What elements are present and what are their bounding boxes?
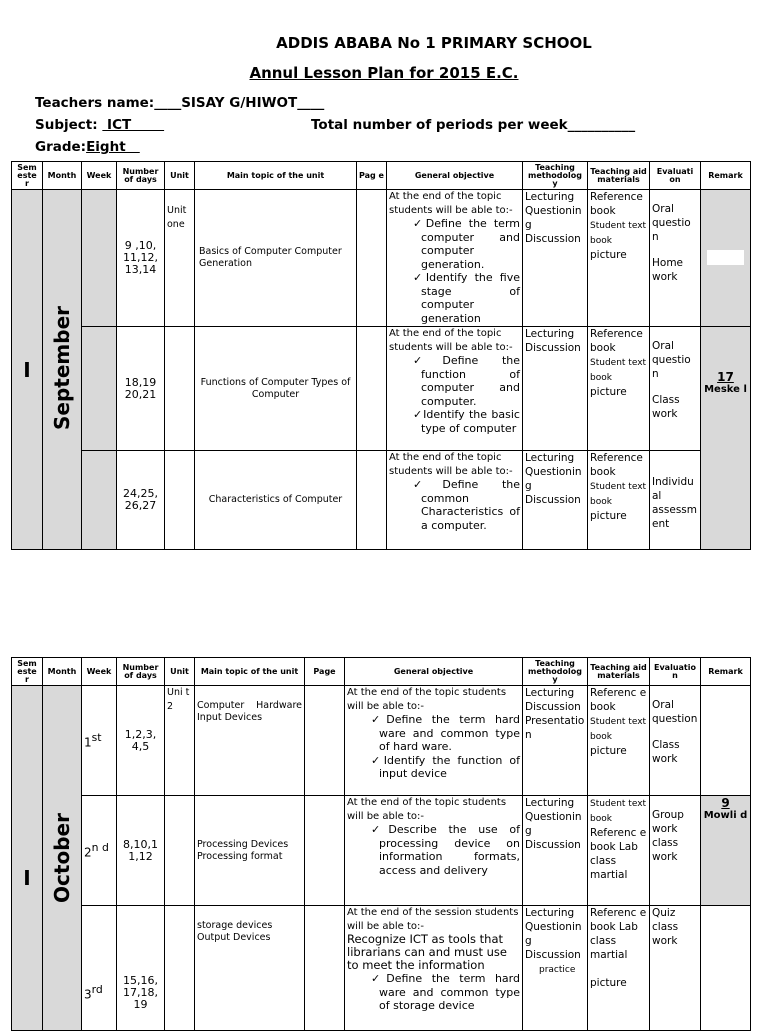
objective-cell: [345, 906, 523, 1031]
objective-intro: At the end of the topic students will be able to:-: [389, 328, 513, 353]
week-suffix: n d: [91, 840, 109, 854]
col-month: Month: [43, 162, 82, 190]
semester-cell: I: [12, 686, 43, 1031]
page-cell: [357, 451, 387, 550]
table-row: [12, 190, 751, 327]
unit-cell: [165, 796, 195, 906]
eval-cell: [650, 686, 701, 796]
unit-cell: [165, 451, 195, 550]
days-cell: 8,10,1 1,12: [117, 796, 165, 906]
objective-item: ✓Describe the use of processing device on information formats, access and delivery: [371, 823, 520, 877]
col-page: Pag e: [357, 162, 387, 190]
aid-text: Reference book: [590, 191, 643, 217]
eval-cell: [650, 327, 701, 451]
method-cell: Lecturing Questionin g Discussion: [523, 190, 588, 327]
week-number: 2: [84, 845, 92, 860]
col-remark: Remark: [701, 162, 751, 190]
week-suffix: st: [91, 730, 102, 744]
col-aid: Teaching aid materials: [588, 658, 650, 686]
objective-intro: At the end of the session students will be able to:-: [347, 907, 519, 932]
table-row: [12, 796, 751, 906]
objective-intro: At the end of the topic students will be able to:-: [389, 191, 513, 216]
grade-label: Grade:: [35, 139, 87, 155]
aid-text: Reference book: [590, 328, 643, 354]
teacher-value: ____SISAY G/HIWOT____: [154, 95, 325, 111]
unit-cell: [165, 906, 195, 1031]
eval-text-2: Home work: [652, 257, 684, 283]
aid-text: Referenc e book: [590, 687, 647, 713]
objective-intro: At the end of the topic students will be able to:-: [347, 687, 507, 712]
aid-small: Student text book: [590, 799, 647, 824]
eval-cell: Quiz class work: [650, 906, 701, 1031]
eval-cell: [650, 190, 701, 327]
col-objective: General objective: [345, 658, 523, 686]
unit-cell: Uni t 2: [165, 686, 195, 796]
table-header-row: [12, 162, 751, 190]
col-semester: Sem este r: [12, 162, 43, 190]
plan-title: Annul Lesson Plan for 2015 E.C.: [249, 64, 519, 82]
col-eval: Evaluatio n: [650, 658, 701, 686]
objective-intro: At the end of the topic students will be able to:-: [347, 797, 507, 822]
objective-item: ✓Define the term hard ware and common type of hard ware.: [371, 713, 520, 753]
grade-line: [35, 139, 140, 155]
remark-cell-holiday: [701, 327, 751, 550]
topic-cell: Processing Devices Processing format: [195, 796, 305, 906]
week-cell: [82, 451, 117, 550]
remark-cell-holiday: [701, 796, 751, 906]
remark-cell: [701, 906, 751, 1031]
aid-small: Student text book: [590, 221, 647, 246]
aid-small: Student text book: [590, 482, 647, 507]
objective-cell: [345, 686, 523, 796]
aid-text: Referenc e book Lab class martial: [590, 827, 647, 881]
col-remark: Remark: [701, 658, 751, 686]
col-method: Teaching methodolog y: [523, 658, 588, 686]
week-number: 1: [84, 735, 92, 750]
objective-item: ✓Define the function of computer and computer.: [413, 354, 520, 408]
col-topic: Main topic of the unit: [195, 658, 305, 686]
week-cell: [82, 190, 117, 327]
objective-item: ✓Define the common Characteristics of a computer.: [413, 478, 520, 532]
topic-cell: Functions of Computer Types of Computer: [195, 327, 357, 451]
week-cell: [82, 327, 117, 451]
aid-small: Student text book: [590, 358, 647, 383]
col-days: Number of days: [117, 162, 165, 190]
method-cell: Lecturing Questionin g Discussion: [523, 451, 588, 550]
semester-cell: I: [12, 190, 43, 550]
aid-cell: [588, 451, 650, 550]
remark-cell: [701, 190, 751, 327]
remark-cell: [701, 686, 751, 796]
page-cell: [357, 327, 387, 451]
eval-cell: Group work class work: [650, 796, 701, 906]
week-suffix: rd: [91, 983, 103, 997]
days-cell: 15,16, 17,18, 19: [117, 906, 165, 1031]
objective-cell: [387, 327, 523, 451]
aid-picture: picture: [590, 745, 627, 757]
eval-text: Oral question: [652, 699, 698, 725]
remark-text: Meske l: [704, 384, 747, 395]
objective-cell: [345, 796, 523, 906]
objective-cell: [387, 190, 523, 327]
table-row: [12, 451, 751, 550]
week-cell: [82, 796, 117, 906]
month-label: October: [50, 813, 74, 903]
objective-item: ✓Define the term computer and computer generation.: [413, 217, 520, 271]
aid-small: Student text book: [590, 717, 647, 742]
col-week: Week: [82, 162, 117, 190]
subject-line: [35, 117, 164, 133]
page-cell: [305, 796, 345, 906]
col-unit: Unit: [165, 162, 195, 190]
method-practice: practice: [539, 965, 576, 975]
eval-cell: Individu al assessm ent: [650, 451, 701, 550]
week-number: 3: [84, 987, 92, 1002]
remark-number: 9: [721, 796, 730, 810]
objective-extra: Recognize ICT as tools that librarians can and must use to meet the information: [347, 932, 507, 972]
page-cell: [357, 190, 387, 327]
eval-text-2: Class work: [652, 739, 680, 765]
col-objective: General objective: [387, 162, 523, 190]
aid-picture: picture: [590, 386, 627, 398]
remark-text: Mowli d: [703, 810, 748, 821]
week-cell: [82, 686, 117, 796]
method-text: Lecturing Questionin g Discussion: [525, 907, 582, 961]
lesson-table-september: [11, 161, 751, 550]
month-cell: [43, 686, 82, 1031]
subject-label: Subject:: [35, 117, 98, 133]
subject-value: ICT: [102, 117, 165, 133]
table-header-row: [12, 658, 751, 686]
eval-text: Oral questio n: [652, 203, 691, 243]
method-cell: Lecturing Questionin g Discussion: [523, 796, 588, 906]
objective-cell: [387, 451, 523, 550]
white-box: [707, 250, 744, 265]
topic-cell: Basics of Computer Computer Generation: [195, 190, 357, 327]
aid-cell: [588, 796, 650, 906]
days-cell: 18,19 20,21: [117, 327, 165, 451]
topic-cell: Computer Hardware Input Devices: [195, 686, 305, 796]
col-semester: Sem este r: [12, 658, 43, 686]
aid-cell: [588, 906, 650, 1031]
objective-item: ✓Identify the basic type of computer: [413, 408, 520, 435]
days-cell: 24,25, 26,27: [117, 451, 165, 550]
table-row: [12, 686, 751, 796]
grade-value: Eight: [86, 139, 140, 155]
eval-text: Oral questio n: [652, 340, 691, 380]
lesson-table-october: [11, 657, 751, 1031]
col-unit: Unit: [165, 658, 195, 686]
aid-text: Reference book: [590, 452, 643, 478]
page-cell: [305, 686, 345, 796]
days-cell: 9 ,10, 11,12, 13,14: [117, 190, 165, 327]
method-cell: [523, 906, 588, 1031]
col-eval: Evaluati on: [650, 162, 701, 190]
unit-cell: Unit one: [165, 190, 195, 327]
method-cell: Lecturing Discussion Presentatio n: [523, 686, 588, 796]
eval-text-2: Class work: [652, 394, 680, 420]
remark-number: 17: [717, 370, 734, 384]
teacher-line: [35, 95, 324, 111]
periods-line: Total number of periods per week__________: [311, 117, 636, 133]
teacher-label: Teachers name:: [35, 95, 155, 111]
col-aid: Teaching aid materials: [588, 162, 650, 190]
table-row: [12, 906, 751, 1031]
month-label: September: [50, 305, 74, 430]
col-week: Week: [82, 658, 117, 686]
school-name: ADDIS ABABA No 1 PRIMARY SCHOOL: [276, 34, 592, 52]
topic-cell: Characteristics of Computer: [195, 451, 357, 550]
aid-cell: [588, 686, 650, 796]
col-topic: Main topic of the unit: [195, 162, 357, 190]
page-cell: [305, 906, 345, 1031]
objective-intro: At the end of the topic students will be able to:-: [389, 452, 513, 477]
aid-text: Referenc e book Lab class martial: [590, 907, 647, 961]
aid-cell: [588, 327, 650, 451]
col-month: Month: [43, 658, 82, 686]
col-method: Teaching methodolog y: [523, 162, 588, 190]
objective-item: ✓Identify the function of input device: [371, 753, 520, 780]
objective-item: ✓Define the term hard ware and common type of storage device: [371, 972, 520, 1012]
topic-cell: storage devices Output Devices: [195, 906, 305, 1031]
unit-cell: [165, 327, 195, 451]
col-page: Page: [305, 658, 345, 686]
table-row: [12, 327, 751, 451]
aid-picture: picture: [590, 510, 627, 522]
week-cell: [82, 906, 117, 1031]
aid-picture: picture: [590, 977, 627, 989]
col-days: Number of days: [117, 658, 165, 686]
aid-picture: picture: [590, 249, 627, 261]
aid-cell: [588, 190, 650, 327]
method-cell: Lecturing Discussion: [523, 327, 588, 451]
days-cell: 1,2,3, 4,5: [117, 686, 165, 796]
month-cell: [43, 190, 82, 550]
objective-item: ✓Identify the five stage of computer generation: [413, 271, 520, 325]
